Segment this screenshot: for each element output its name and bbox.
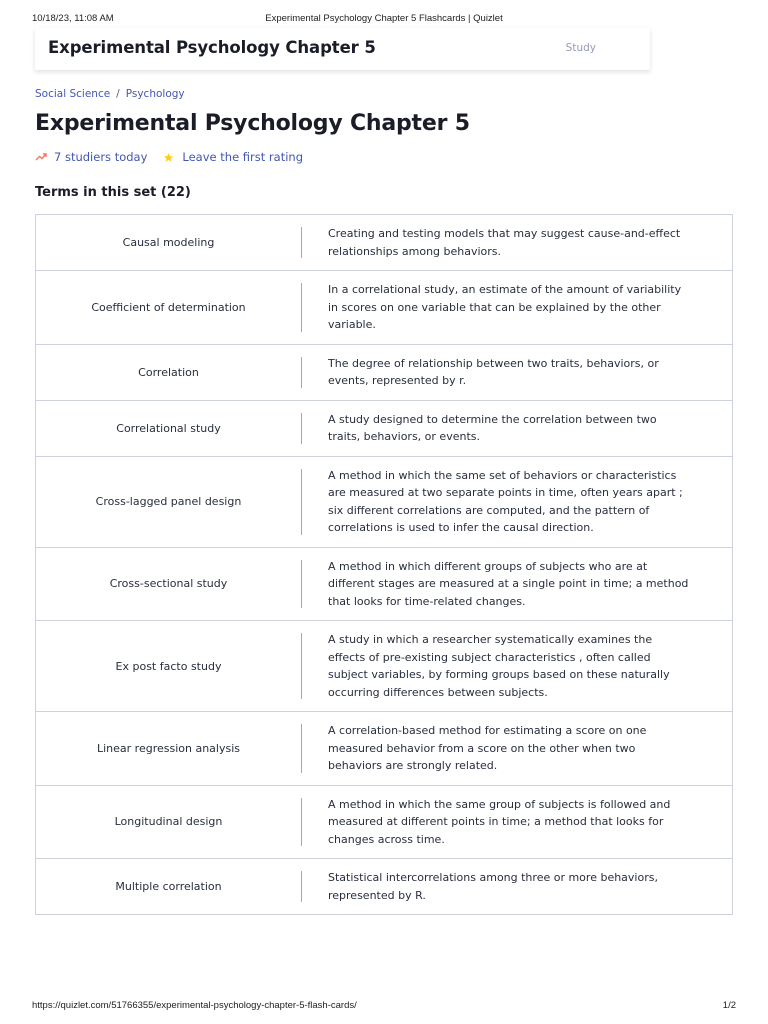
breadcrumb	[35, 88, 185, 100]
star-icon	[163, 152, 174, 163]
term-definition: A study in which a researcher systematically examines the effects of pre-existing subject characteristics , often called subject variables, by forming groups based on these naturally occurring differences between subjects.	[328, 633, 670, 699]
term-row	[36, 712, 732, 786]
term-row	[36, 271, 732, 345]
term-row	[36, 457, 732, 548]
term-definition: A method in which different groups of subjects who are at different stages are measured at a single point in time; a method that looks for time-related changes.	[328, 559, 689, 608]
term-word: Cross-lagged panel design	[95, 495, 242, 508]
term-word: Causal modeling	[122, 236, 215, 249]
term-definition: A study designed to determine the correlation between two traits, behaviors, or events.	[328, 412, 657, 443]
page-title: Experimental Psychology Chapter 5	[35, 111, 470, 136]
terms-list	[35, 214, 733, 915]
sticky-header-card	[35, 28, 650, 70]
term-word: Cross-sectional study	[109, 577, 228, 591]
term-word: Ex post facto study	[115, 659, 222, 673]
breadcrumb-separator: /	[116, 88, 120, 100]
term-definition: A correlation-based method for estimating a score on one measured behavior from a score on the other when two behaviors are strongly related.	[328, 724, 647, 772]
term-definition: The degree of relationship between two traits, behaviors, or events, represented by r.	[328, 356, 659, 387]
term-definition: Creating and testing models that may suggest cause-and-effect relationships among behaviors.	[328, 227, 681, 258]
term-row	[36, 215, 732, 271]
term-definition: Statistical intercorrelations among three or more behaviors, represented by R.	[328, 871, 658, 902]
print-page-title: Experimental Psychology Chapter 5 Flashcards | Quizlet	[265, 13, 503, 24]
term-row	[36, 548, 732, 622]
study-button[interactable]: Study	[565, 42, 596, 54]
print-footer	[0, 1000, 768, 1014]
term-word: Longitudinal design	[114, 815, 223, 829]
terms-heading: Terms in this set (22)	[35, 185, 191, 200]
term-definition: In a correlational study, an estimate of the amount of variability in scores on one variable that can be explained by the other variable.	[328, 283, 682, 331]
term-definition: A method in which the same set of behaviors or characteristics are measured at two separate points in time, often years apart ; six different correlations are computed, and the pattern of correlations is used to infer the causal direction.	[328, 468, 683, 534]
term-word: Coefficient of determination	[91, 300, 246, 314]
breadcrumb-social-science[interactable]: Social Science	[35, 88, 111, 100]
term-row	[36, 401, 732, 457]
trending-up-icon	[35, 152, 47, 162]
leave-rating-link[interactable]: Leave the first rating	[182, 150, 303, 164]
print-header	[0, 13, 768, 27]
term-word: Correlation	[138, 365, 199, 379]
term-row	[36, 859, 732, 915]
print-url: https://quizlet.com/51766355/experimental-psychology-chapter-5-flash-cards/	[32, 1000, 357, 1011]
term-word: Multiple correlation	[115, 880, 222, 893]
term-row	[36, 345, 732, 401]
print-page-number: 1/2	[722, 1000, 736, 1011]
term-word: Linear regression analysis	[96, 741, 241, 755]
term-row	[36, 621, 732, 712]
term-definition: A method in which the same group of subjects is followed and measured at different points in time; a method that looks for changes across time.	[328, 797, 671, 846]
term-word: Correlational study	[116, 421, 221, 435]
breadcrumb-psychology[interactable]: Psychology	[125, 88, 185, 100]
term-row	[36, 786, 732, 860]
header-set-title: Experimental Psychology Chapter 5	[48, 38, 376, 57]
set-stats	[35, 150, 303, 164]
print-date: 10/18/23, 11:08 AM	[32, 13, 114, 24]
studiers-today: 7 studiers today	[54, 150, 148, 164]
